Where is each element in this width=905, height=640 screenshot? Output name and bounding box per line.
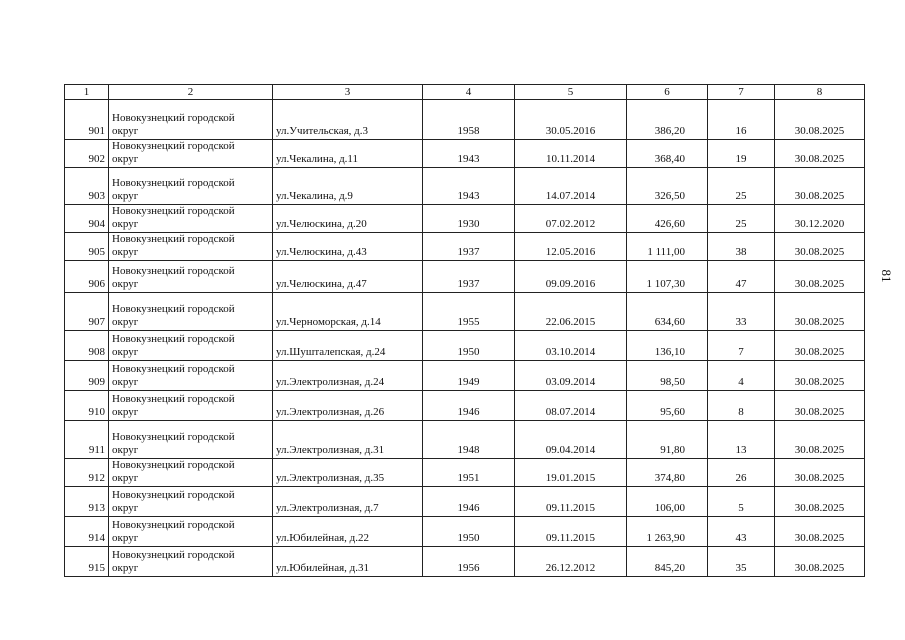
apartments-cell: 13 <box>708 421 775 459</box>
row-number: 908 <box>65 331 109 361</box>
row-number: 901 <box>65 100 109 140</box>
apartments-cell: 8 <box>708 391 775 421</box>
municipality-cell <box>109 331 273 361</box>
row-number: 907 <box>65 293 109 331</box>
address-cell: ул.Электролизная, д.35 <box>273 459 423 487</box>
year-cell: 1958 <box>423 100 515 140</box>
municipality-line-2: округ <box>112 278 139 290</box>
end-date-cell: 30.08.2025 <box>775 547 865 577</box>
municipality-line-1: Новокузнецкий городской <box>112 233 235 245</box>
municipality-line-1: Новокузнецкий городской <box>112 393 235 405</box>
table-row <box>65 421 865 459</box>
area-cell: 91,80 <box>627 421 708 459</box>
table-row <box>65 547 865 577</box>
row-number: 903 <box>65 168 109 205</box>
address-cell: ул.Черноморская, д.14 <box>273 293 423 331</box>
end-date-cell: 30.08.2025 <box>775 331 865 361</box>
row-number: 914 <box>65 517 109 547</box>
municipality-cell <box>109 459 273 487</box>
end-date-cell: 30.08.2025 <box>775 140 865 168</box>
apartments-cell: 26 <box>708 459 775 487</box>
area-cell: 426,60 <box>627 205 708 233</box>
year-cell: 1946 <box>423 487 515 517</box>
year-cell: 1948 <box>423 421 515 459</box>
row-number: 912 <box>65 459 109 487</box>
column-header-2: 2 <box>109 85 273 100</box>
municipality-line-2: округ <box>112 502 139 514</box>
table-row <box>65 293 865 331</box>
area-cell: 1 263,90 <box>627 517 708 547</box>
municipality-cell <box>109 391 273 421</box>
municipality-line-2: округ <box>112 532 139 544</box>
year-cell: 1946 <box>423 391 515 421</box>
row-number: 902 <box>65 140 109 168</box>
table-row <box>65 331 865 361</box>
municipality-line-2: округ <box>112 444 139 456</box>
date-cell: 09.11.2015 <box>515 517 627 547</box>
end-date-cell: 30.08.2025 <box>775 168 865 205</box>
date-cell: 03.10.2014 <box>515 331 627 361</box>
municipality-cell <box>109 140 273 168</box>
address-cell: ул.Электролизная, д.24 <box>273 361 423 391</box>
table-row <box>65 168 865 205</box>
year-cell: 1937 <box>423 233 515 261</box>
area-cell: 1 107,30 <box>627 261 708 293</box>
area-cell: 634,60 <box>627 293 708 331</box>
end-date-cell: 30.08.2025 <box>775 421 865 459</box>
year-cell: 1930 <box>423 205 515 233</box>
municipality-line-1: Новокузнецкий городской <box>112 140 235 152</box>
table-row <box>65 391 865 421</box>
column-header-1: 1 <box>65 85 109 100</box>
table-row <box>65 100 865 140</box>
area-cell: 136,10 <box>627 331 708 361</box>
column-header-4: 4 <box>423 85 515 100</box>
municipality-line-1: Новокузнецкий городской <box>112 363 235 375</box>
year-cell: 1937 <box>423 261 515 293</box>
row-number: 913 <box>65 487 109 517</box>
end-date-cell: 30.08.2025 <box>775 487 865 517</box>
row-number: 906 <box>65 261 109 293</box>
municipality-line-1: Новокузнецкий городской <box>112 459 235 471</box>
area-cell: 374,80 <box>627 459 708 487</box>
table-body <box>65 100 865 577</box>
apartments-cell: 16 <box>708 100 775 140</box>
page-number: 81 <box>879 269 894 283</box>
municipality-line-2: округ <box>112 406 139 418</box>
apartments-cell: 7 <box>708 331 775 361</box>
address-cell: ул.Юбилейная, д.22 <box>273 517 423 547</box>
end-date-cell: 30.08.2025 <box>775 517 865 547</box>
address-cell: ул.Электролизная, д.7 <box>273 487 423 517</box>
date-cell: 08.07.2014 <box>515 391 627 421</box>
table-row <box>65 261 865 293</box>
municipality-line-2: округ <box>112 246 139 258</box>
column-header-6: 6 <box>627 85 708 100</box>
year-cell: 1949 <box>423 361 515 391</box>
column-header-5: 5 <box>515 85 627 100</box>
address-cell: ул.Чекалина, д.11 <box>273 140 423 168</box>
year-cell: 1950 <box>423 331 515 361</box>
municipality-line-2: округ <box>112 218 139 230</box>
table-row <box>65 361 865 391</box>
municipality-cell <box>109 205 273 233</box>
municipality-line-2: округ <box>112 562 139 574</box>
date-cell: 22.06.2015 <box>515 293 627 331</box>
row-number: 911 <box>65 421 109 459</box>
year-cell: 1956 <box>423 547 515 577</box>
year-cell: 1943 <box>423 168 515 205</box>
date-cell: 12.05.2016 <box>515 233 627 261</box>
row-number: 915 <box>65 547 109 577</box>
area-cell: 95,60 <box>627 391 708 421</box>
end-date-cell: 30.12.2020 <box>775 205 865 233</box>
municipality-line-1: Новокузнецкий городской <box>112 303 235 315</box>
column-header-7: 7 <box>708 85 775 100</box>
table-row <box>65 233 865 261</box>
end-date-cell: 30.08.2025 <box>775 100 865 140</box>
municipality-cell <box>109 293 273 331</box>
municipality-line-1: Новокузнецкий городской <box>112 431 235 443</box>
date-cell: 14.07.2014 <box>515 168 627 205</box>
apartments-cell: 19 <box>708 140 775 168</box>
address-cell: ул.Юбилейная, д.31 <box>273 547 423 577</box>
municipality-line-2: округ <box>112 190 139 202</box>
row-number: 909 <box>65 361 109 391</box>
apartments-cell: 38 <box>708 233 775 261</box>
municipality-cell <box>109 233 273 261</box>
area-cell: 1 111,00 <box>627 233 708 261</box>
municipality-line-1: Новокузнецкий городской <box>112 265 235 277</box>
year-cell: 1943 <box>423 140 515 168</box>
apartments-cell: 35 <box>708 547 775 577</box>
date-cell: 07.02.2012 <box>515 205 627 233</box>
municipality-cell <box>109 547 273 577</box>
apartments-cell: 43 <box>708 517 775 547</box>
address-cell: ул.Челюскина, д.43 <box>273 233 423 261</box>
end-date-cell: 30.08.2025 <box>775 391 865 421</box>
date-cell: 26.12.2012 <box>515 547 627 577</box>
municipality-line-2: округ <box>112 472 139 484</box>
address-cell: ул.Электролизная, д.31 <box>273 421 423 459</box>
apartments-cell: 47 <box>708 261 775 293</box>
year-cell: 1955 <box>423 293 515 331</box>
municipality-line-1: Новокузнецкий городской <box>112 489 235 501</box>
date-cell: 09.11.2015 <box>515 487 627 517</box>
apartments-cell: 25 <box>708 205 775 233</box>
municipality-line-1: Новокузнецкий городской <box>112 112 235 124</box>
row-number: 910 <box>65 391 109 421</box>
table-row <box>65 459 865 487</box>
municipality-cell <box>109 100 273 140</box>
municipality-line-1: Новокузнецкий городской <box>112 205 235 217</box>
address-cell: ул.Челюскина, д.20 <box>273 205 423 233</box>
municipality-cell <box>109 168 273 205</box>
date-cell: 09.09.2016 <box>515 261 627 293</box>
apartments-cell: 5 <box>708 487 775 517</box>
table-row <box>65 487 865 517</box>
header-row <box>65 85 865 100</box>
municipality-cell <box>109 261 273 293</box>
municipality-line-2: округ <box>112 346 139 358</box>
municipality-line-2: округ <box>112 316 139 328</box>
municipality-line-2: округ <box>112 153 139 165</box>
area-cell: 845,20 <box>627 547 708 577</box>
date-cell: 09.04.2014 <box>515 421 627 459</box>
municipality-line-1: Новокузнецкий городской <box>112 333 235 345</box>
date-cell: 03.09.2014 <box>515 361 627 391</box>
column-header-3: 3 <box>273 85 423 100</box>
municipality-cell <box>109 517 273 547</box>
municipality-line-2: округ <box>112 376 139 388</box>
address-cell: ул.Шушталепская, д.24 <box>273 331 423 361</box>
municipality-cell <box>109 421 273 459</box>
date-cell: 30.05.2016 <box>515 100 627 140</box>
area-cell: 98,50 <box>627 361 708 391</box>
apartments-cell: 4 <box>708 361 775 391</box>
area-cell: 368,40 <box>627 140 708 168</box>
address-cell: ул.Учительская, д.3 <box>273 100 423 140</box>
row-number: 904 <box>65 205 109 233</box>
end-date-cell: 30.08.2025 <box>775 459 865 487</box>
municipality-line-1: Новокузнецкий городской <box>112 519 235 531</box>
municipality-line-2: округ <box>112 125 139 137</box>
address-cell: ул.Челюскина, д.47 <box>273 261 423 293</box>
column-header-8: 8 <box>775 85 865 100</box>
address-cell: ул.Электролизная, д.26 <box>273 391 423 421</box>
area-cell: 386,20 <box>627 100 708 140</box>
end-date-cell: 30.08.2025 <box>775 361 865 391</box>
year-cell: 1950 <box>423 517 515 547</box>
municipality-line-1: Новокузнецкий городской <box>112 177 235 189</box>
end-date-cell: 30.08.2025 <box>775 293 865 331</box>
year-cell: 1951 <box>423 459 515 487</box>
end-date-cell: 30.08.2025 <box>775 233 865 261</box>
area-cell: 326,50 <box>627 168 708 205</box>
register-table <box>64 84 865 577</box>
apartments-cell: 25 <box>708 168 775 205</box>
address-cell: ул.Чекалина, д.9 <box>273 168 423 205</box>
municipality-cell <box>109 361 273 391</box>
table-row <box>65 517 865 547</box>
area-cell: 106,00 <box>627 487 708 517</box>
municipality-cell <box>109 487 273 517</box>
date-cell: 10.11.2014 <box>515 140 627 168</box>
apartments-cell: 33 <box>708 293 775 331</box>
end-date-cell: 30.08.2025 <box>775 261 865 293</box>
table-row <box>65 140 865 168</box>
date-cell: 19.01.2015 <box>515 459 627 487</box>
table-row <box>65 205 865 233</box>
municipality-line-1: Новокузнецкий городской <box>112 549 235 561</box>
row-number: 905 <box>65 233 109 261</box>
